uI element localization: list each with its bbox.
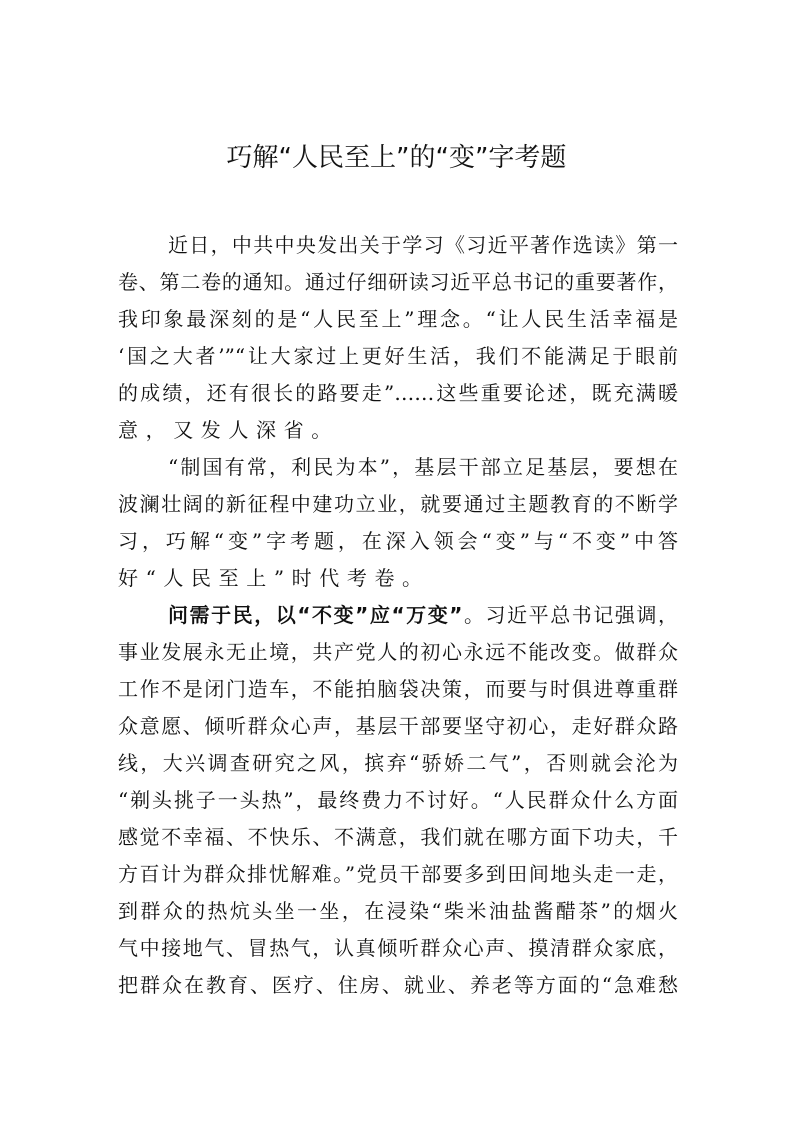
- text-line: “制国有常，利民为本”，基层干部立足基层，要想在: [168, 455, 678, 479]
- text-line: 的成绩，还有很长的路要走”……这些重要论述，既充满暖: [118, 381, 678, 405]
- text-line: 波澜壮阔的新征程中建功立业，就要通过主题教育的不断学: [118, 492, 678, 516]
- text-line: 方百计为群众排忧解难。”党员干部要多到田间地头走一走，: [118, 862, 678, 886]
- text-line: 事业发展永无止境，共产党人的初心永远不能改变。做群众: [118, 640, 678, 664]
- text-line: 到群众的热炕头坐一坐，在浸染“柴米油盐酱醋茶”的烟火: [118, 899, 678, 923]
- text-line: “剃头挑子一头热”，最终费力不讨好。“人民群众什么方面: [118, 788, 678, 812]
- document-title: 巧解“人民至上”的“变”字考题: [226, 143, 567, 173]
- text-line: 感觉不幸福、不快乐、不满意，我们就在哪方面下功夫，千: [118, 825, 678, 849]
- text-line: 我印象最深刻的是“人民至上”理念。“让人民生活幸福是: [118, 307, 678, 331]
- text-line: 好“人民至上”时代考卷。: [118, 566, 430, 590]
- text-line: 把群众在教育、医疗、住房、就业、养老等方面的“急难愁: [118, 973, 678, 997]
- section-heading: 问需于民，以“不变”应“万变”: [168, 603, 463, 627]
- text-line: 气中接地气、冒热气，认真倾听群众心声、摸清群众家底，: [118, 936, 678, 960]
- text-line: 意，又发人深省。: [118, 418, 339, 442]
- text-line: [118, 597, 678, 634]
- text-line: ‘国之大者’”“让大家过上更好生活，我们不能满足于眼前: [118, 344, 678, 368]
- document-body: [118, 227, 678, 1004]
- text-line: 工作不是闭门造车，不能拍脑袋决策，而要与时俱进尊重群: [118, 677, 678, 701]
- text-line: 众意愿、倾听群众心声，基层干部要坚守初心，走好群众路: [118, 714, 678, 738]
- text-span: 。习近平总书记强调，: [462, 603, 679, 627]
- text-line: 习，巧解“变”字考题，在深入领会“变”与“不变”中答: [118, 529, 678, 553]
- text-line: 近日，中共中央发出关于学习《习近平著作选读》第一: [168, 233, 678, 257]
- text-line: 线，大兴调查研究之风，摈弃“骄娇二气”，否则就会沦为: [118, 751, 678, 775]
- text-line: 卷、第二卷的通知。通过仔细研读习近平总书记的重要著作，: [118, 270, 678, 294]
